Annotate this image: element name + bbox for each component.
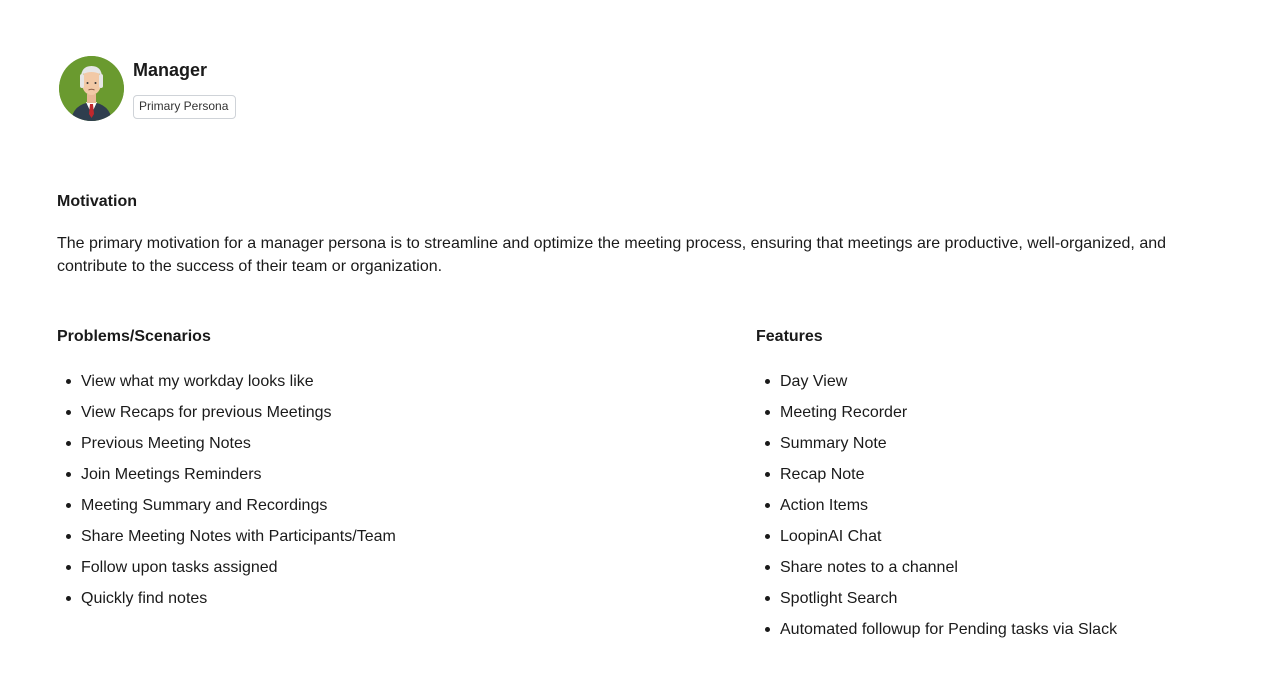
problems-section (57, 328, 396, 614)
motivation-heading: Motivation (57, 193, 137, 210)
problems-list (57, 366, 396, 614)
problems-heading: Problems/Scenarios (57, 328, 211, 345)
feature-item: Meeting Recorder (756, 397, 1117, 428)
persona-title-block (133, 56, 236, 121)
manager-avatar-icon (59, 56, 124, 121)
persona-badge: Primary Persona (133, 95, 236, 119)
problem-item: Quickly find notes (57, 583, 396, 614)
features-heading: Features (756, 328, 823, 345)
problem-item: Meeting Summary and Recordings (57, 490, 396, 521)
feature-item: Automated followup for Pending tasks via Slack (756, 614, 1117, 645)
feature-item: Day View (756, 366, 1117, 397)
problem-item: Join Meetings Reminders (57, 459, 396, 490)
problem-item: Follow upon tasks assigned (57, 552, 396, 583)
feature-item: LoopinAI Chat (756, 521, 1117, 552)
problem-item: View Recaps for previous Meetings (57, 397, 396, 428)
feature-item: Summary Note (756, 428, 1117, 459)
persona-header (59, 56, 236, 121)
problem-item: Previous Meeting Notes (57, 428, 396, 459)
features-section (756, 328, 1117, 645)
problem-item: Share Meeting Notes with Participants/Team (57, 521, 396, 552)
persona-title: Manager (133, 60, 208, 80)
feature-item: Recap Note (756, 459, 1117, 490)
feature-item: Action Items (756, 490, 1117, 521)
problem-item: View what my workday looks like (57, 366, 396, 397)
feature-item: Spotlight Search (756, 583, 1117, 614)
features-list (756, 366, 1117, 645)
motivation-text: The primary motivation for a manager persona is to streamline and optimize the meeting process, ensuring that meetings are productive, well-organized, and contribute to the success of their team or organization. (57, 235, 1167, 275)
feature-item: Share notes to a channel (756, 552, 1117, 583)
